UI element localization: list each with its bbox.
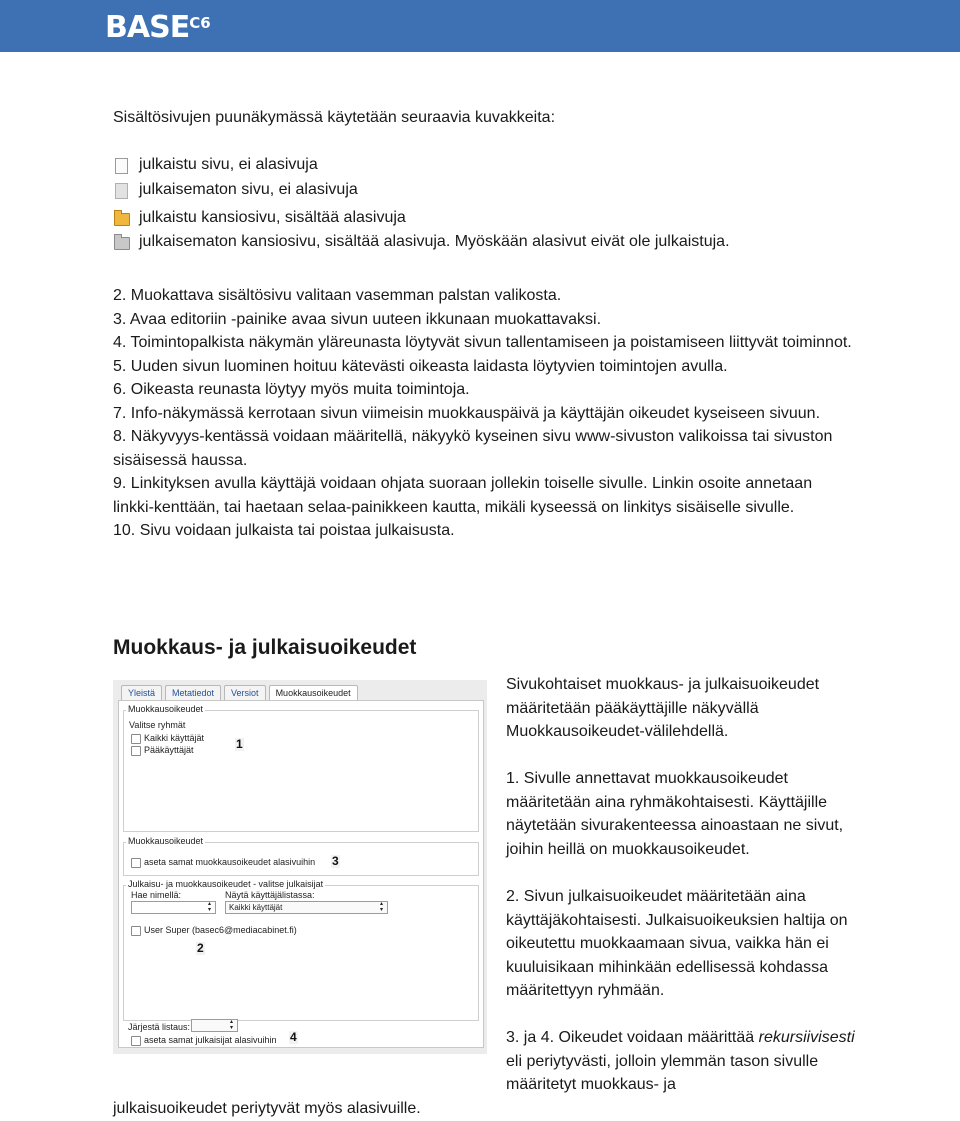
sort-select[interactable] [191, 1019, 238, 1032]
legend-text: julkaistu sivu, ei alasivuja [139, 156, 318, 173]
user-label: User Super (basec6@mediacabinet.fi) [144, 925, 297, 935]
legend-item [113, 230, 730, 254]
p3-start: 3. ja 4. Oikeudet voidaan määrittää [506, 1029, 755, 1046]
list-filter-select[interactable] [225, 901, 388, 914]
legend-text: julkaisematon kansiosivu, sisältää alasivuja. Myöskään alasivut eivät ole julkaistuja. [139, 233, 730, 250]
marker-2: 2 [197, 941, 204, 955]
logo-text: BASE [105, 10, 190, 45]
step-item: 4. Toimintopalkista näkymän yläreunasta löytyvät sivun tallentamiseen ja poistamiseen liittyvät toiminnot. [113, 334, 852, 351]
recursive-publish-label: aseta samat julkaisijat alasivuihin [144, 1035, 277, 1045]
steps-list [113, 284, 853, 543]
permissions-panel [118, 700, 484, 1048]
rights-paragraph-3 [506, 1026, 866, 1097]
tab-permissions[interactable]: Muokkausoikeudet [269, 685, 358, 700]
rights-paragraph-1: 1. Sivulle annettavat muokkausoikeudet määritetään aina ryhmäkohtaisesti. Käyttäjille näytetään sivurakenteessa ainoastaan ne sivut, joihin heillä on muokkausoikeudet. [506, 770, 844, 858]
group-label: Pääkäyttäjät [144, 745, 194, 755]
permissions-screenshot [113, 680, 487, 1054]
group-label: Kaikki käyttäjät [144, 733, 205, 743]
step-item: 6. Oikeasta reunasta löytyy myös muita toimintoja. [113, 381, 470, 398]
tab-bar [121, 685, 361, 700]
marker-4: 4 [290, 1030, 297, 1044]
step-item: 7. Info-näkymässä kerrotaan sivun viimeisin muokkauspäivä ja käyttäjän oikeudet kyseiseen sivuun. [113, 404, 821, 422]
list-filter-label: Näytä käyttäjälistassa: [225, 890, 315, 900]
marker-1: 1 [236, 737, 243, 751]
page-unpublished-icon [113, 182, 129, 198]
group-checkbox[interactable] [131, 734, 141, 744]
list-filter-value: Kaikki käyttäjät [229, 903, 283, 912]
step-item: 5. Uuden sivun luominen hoituu kätevästi oikeasta laidasta löytyvien toimintojen avulla. [113, 357, 728, 375]
recursive-edit-checkbox[interactable] [131, 858, 141, 868]
step-item: 10. Sivu voidaan julkaista tai poistaa julkaisusta. [113, 522, 455, 539]
rights-paragraph-2: 2. Sivun julkaisuoikeudet määritetään aina käyttäjäkohtaisesti. Julkaisuoikeuksien haltija on oikeutettu muokkaamaan sivua, vaikka hän ei kuuluisikaan mihinkään edellisessä kohdassa määritettyyn ryhmään. [506, 888, 848, 999]
tab-metadata[interactable]: Metatiedot [165, 685, 221, 700]
folder-unpublished-icon [113, 234, 129, 250]
legend-text: julkaisematon sivu, ei alasivuja [139, 181, 358, 198]
p3-emphasis: rekursiivisesti [758, 1029, 855, 1046]
logo-superscript: C6 [189, 14, 211, 32]
recursive-publish-checkbox[interactable] [131, 1036, 141, 1046]
legend-item [113, 178, 358, 202]
intro-text: Sisältösivujen puunäkymässä käytetään seuraavia kuvakkeita: [113, 109, 556, 126]
step-item: 9. Linkityksen avulla käyttäjä voidaan ohjata suoraan jollekin toiselle sivulle. Linkin osoite annetaan linkki-kenttään, tai haetaan selaa-painikkeen kautta, mikäli kyseessä on linkitys sisäiselle sivulle. [113, 475, 813, 516]
p3-end: eli periytyvästi, jolloin ylemmän tason sivulle määritetyt muokkaus- ja [506, 1052, 819, 1093]
fieldset-legend: Julkaisu- ja muokkausoikeudet - valitse julkaisijat [128, 879, 324, 889]
fieldset-legend: Muokkausoikeudet [128, 836, 204, 846]
tab-versions[interactable]: Versiot [224, 685, 266, 700]
tab-general[interactable]: Yleistä [121, 685, 162, 700]
folder-icon [113, 210, 129, 226]
legend-text: julkaistu kansiosivu, sisältää alasivuja [139, 209, 406, 226]
legend-item [113, 206, 406, 230]
search-input[interactable] [131, 901, 216, 914]
rights-intro: Sivukohtaiset muokkaus- ja julkaisuoikeudet määritetään pääkäyttäjille näkyvällä Muokkausoikeudet-välilehdellä. [506, 676, 820, 740]
user-checkbox[interactable] [131, 926, 141, 936]
step-item: 8. Näkyvyys-kentässä voidaan määritellä, näkyykö kyseinen sivu www-sivuston valikoissa tai sivuston sisäisessä haussa. [113, 428, 833, 469]
section-heading: Muokkaus- ja julkaisuoikeudet [113, 636, 417, 659]
marker-3: 3 [332, 854, 339, 868]
legend-item [113, 153, 318, 177]
groups-label: Valitse ryhmät [129, 720, 186, 730]
sort-label: Järjestä listaus: [128, 1022, 191, 1032]
header-bar [0, 0, 960, 52]
search-label: Hae nimellä: [131, 890, 182, 900]
step-item: 3. Avaa editoriin -painike avaa sivun uuteen ikkunaan muokattavaksi. [113, 310, 602, 328]
recursive-edit-label: aseta samat muokkausoikeudet alasivuihin [144, 857, 316, 867]
base-c6-logo[interactable] [105, 8, 211, 52]
step-item: 2. Muokattava sisältösivu valitaan vasemman palstan valikosta. [113, 287, 562, 304]
bottom-line: julkaisuoikeudet periytyvät myös alasivuille. [113, 1100, 421, 1117]
group-checkbox[interactable] [131, 746, 141, 756]
fieldset-legend: Muokkausoikeudet [128, 704, 204, 714]
page-icon [113, 157, 129, 173]
